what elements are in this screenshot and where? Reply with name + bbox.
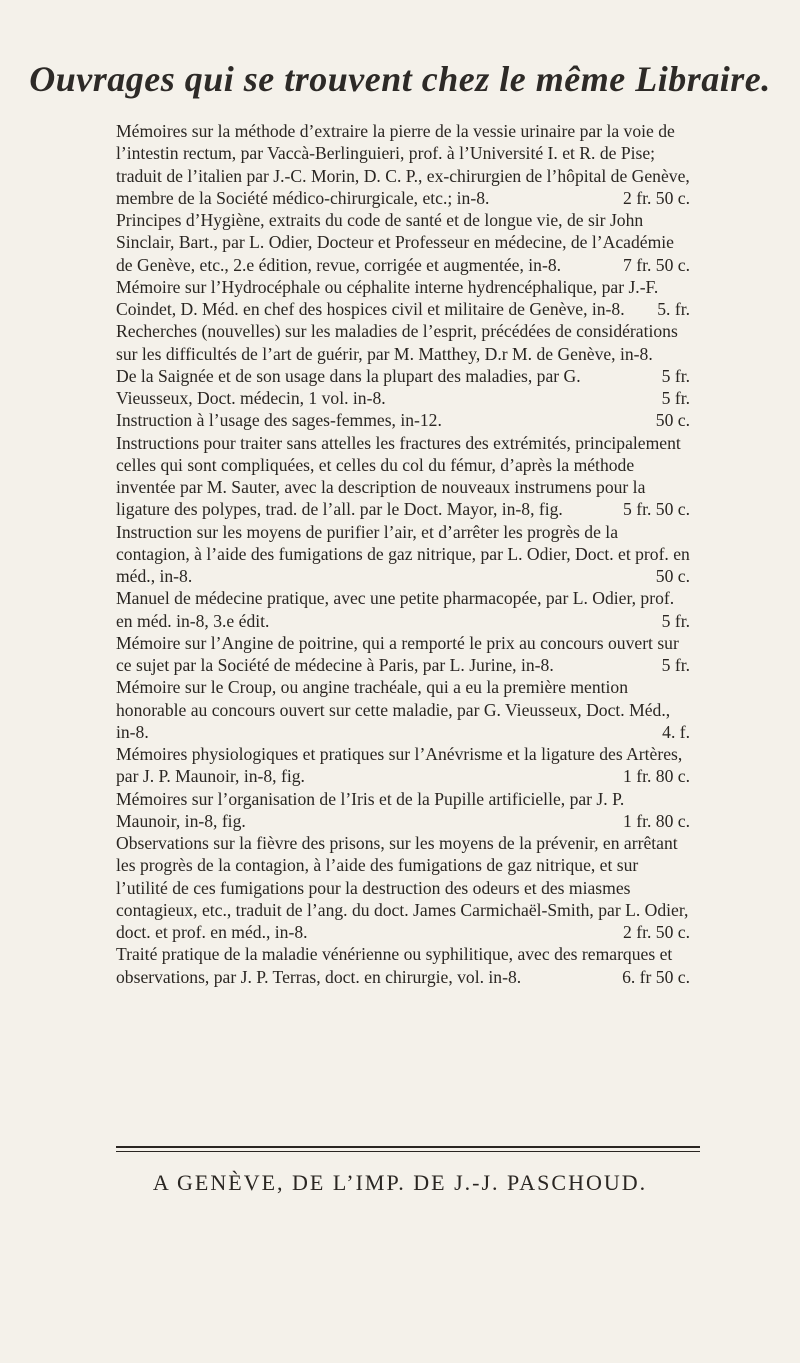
entry-text: Mémoires physiologiques et pratiques sur l’Anévrisme et la ligature des Artères, par J. P. Maunoir, in-8, fig. bbox=[116, 744, 683, 787]
entry-text: Mémoire sur le Croup, ou angine trachéale, qui a eu la première mention honorable au concours ouvert sur cette maladie, par G. Vieusseux, Doct. Méd., in-8. bbox=[116, 677, 671, 742]
catalogue-list bbox=[116, 120, 690, 988]
printer-imprint: A GENÈVE, DE L’IMP. DE J.-J. PASCHOUD. bbox=[152, 1170, 648, 1195]
entry-price: 7 fr. 50 c. bbox=[623, 254, 690, 275]
catalogue-entry bbox=[116, 521, 690, 588]
catalogue-entry bbox=[116, 832, 690, 943]
catalogue-entry bbox=[116, 943, 690, 988]
entry-price: 4. f. bbox=[662, 721, 690, 742]
catalogue-entry bbox=[116, 587, 690, 632]
entry-text: Mémoires sur l’organisation de l’Iris et de la Pupille artificielle, par J. P. Maunoir, in-8, fig. bbox=[116, 788, 625, 831]
catalogue-entry bbox=[116, 120, 690, 209]
catalogue-entry bbox=[116, 365, 690, 410]
entry-price: 2 fr. 50 c. bbox=[623, 187, 690, 208]
entry-text: De la Saignée et de son usage dans la plupart des maladies, par G. Vieusseux, Doct. médecin, 1 vol. in-8. bbox=[116, 365, 581, 408]
catalogue-entry bbox=[116, 676, 690, 743]
entry-price: 1 fr. 80 c. bbox=[623, 766, 690, 787]
entry-text: Mémoire sur l’Angine de poitrine, qui a remporté le prix au concours ouvert sur ce sujet par la Société de médecine à Paris, par L. Jurine, in-8. bbox=[116, 632, 679, 675]
page-title: Ouvrages qui se trouvent chez le même Libraire. bbox=[29, 59, 771, 99]
entry-price: 1 fr. 80 c. bbox=[623, 810, 690, 831]
catalogue-entry bbox=[116, 209, 690, 276]
entry-text: Mémoires sur la méthode d’extraire la pierre de la vessie urinaire par la voie de l’intestin rectum, par Vaccà-Berlinguieri, prof. à l’Université I. et R. de Pise; traduit de l’italien par J.-C. Morin, D. C. P., ex-chirurgien de l’hôpital de Genève, membre de la Société médico-chirurgicale, etc.; in-8. bbox=[116, 121, 690, 208]
divider-rule-thin bbox=[116, 1151, 700, 1152]
entry-text: Instruction sur les moyens de purifier l’air, et d’arrêter les progrès de la contagion, à l’aide des fumigations de gaz nitrique, par L. Odier, Doct. et prof. en méd., in-8. bbox=[116, 521, 690, 586]
entry-text: Mémoire sur l’Hydrocéphale ou céphalite interne hydrencéphalique, par J.-F. Coindet, D. Méd. en chef des hospices civil et militaire de Genève, in-8. bbox=[116, 276, 659, 319]
entry-text: Instructions pour traiter sans attelles les fractures des extrémités, principalement celles qui sont compliquées, et celles du col du fémur, d’après la méthode inventée par M. Sauter, avec la description de nouveaux instrumens pour la ligature des polypes, trad. de l’all. par le Doct. Mayor, in-8, fig. bbox=[116, 432, 681, 520]
entry-text: Observations sur la fièvre des prisons, sur les moyens de la prévenir, en arrêtant les progrès de la contagion, à l’aide des fumigations de gaz nitrique, et sur l’utilité de ces fumigations pour la destruction des odeurs et des miasmes contagieux, etc., traduit de l’ang. du doct. James Carmichaël-Smith, par L. Odier, doct. et prof. en méd., in-8. bbox=[116, 833, 689, 942]
catalogue-entry bbox=[116, 320, 690, 386]
catalogue-entry bbox=[116, 632, 690, 677]
entry-price: 5 fr. bbox=[661, 610, 690, 631]
catalogue-entry bbox=[116, 432, 690, 521]
entry-text: Traité pratique de la maladie vénérienne ou syphilitique, avec des remarques et observations, par J. P. Terras, doct. en chirurgie, vol. in-8. bbox=[116, 944, 673, 987]
entry-price: 2 fr. 50 c. bbox=[623, 922, 690, 942]
entry-price: 6. fr 50 c. bbox=[622, 966, 690, 987]
catalogue-entry bbox=[116, 276, 690, 321]
entry-price: 50 c. bbox=[655, 410, 690, 431]
catalogue-entry bbox=[116, 743, 690, 788]
entry-text: Principes d’Hygiène, extraits du code de santé et de longue vie, de sir John Sinclair, Bart., par L. Odier, Docteur et Professeur en médecine, de l’Académie de Genève, etc., 2.e édition, revue, corrigée et augmentée, in-8. bbox=[116, 210, 674, 275]
entry-text: Recherches (nouvelles) sur les maladies de l’esprit, précédées de considérations sur les difficultés de l’art de guérir, par M. Matthey, D.r M. de Genève, in-8. bbox=[116, 321, 678, 364]
entry-text: Manuel de médecine pratique, avec une petite pharmacopée, par L. Odier, prof. en méd. in-8, 3.e édit. bbox=[116, 588, 675, 631]
divider-rule bbox=[116, 1146, 700, 1148]
catalogue-entry bbox=[116, 788, 690, 833]
entry-price: 5. fr. bbox=[657, 299, 690, 319]
entry-price: 5 fr. bbox=[661, 388, 690, 408]
entry-price: 5 fr. bbox=[661, 655, 690, 675]
entry-price: 50 c. bbox=[655, 566, 690, 586]
entry-text: Instruction à l’usage des sages-femmes, in-12. bbox=[116, 410, 442, 431]
entry-price: 5 fr. 50 c. bbox=[623, 499, 690, 520]
entry-price: 5 fr. bbox=[661, 365, 690, 386]
catalogue-entry bbox=[116, 409, 690, 431]
